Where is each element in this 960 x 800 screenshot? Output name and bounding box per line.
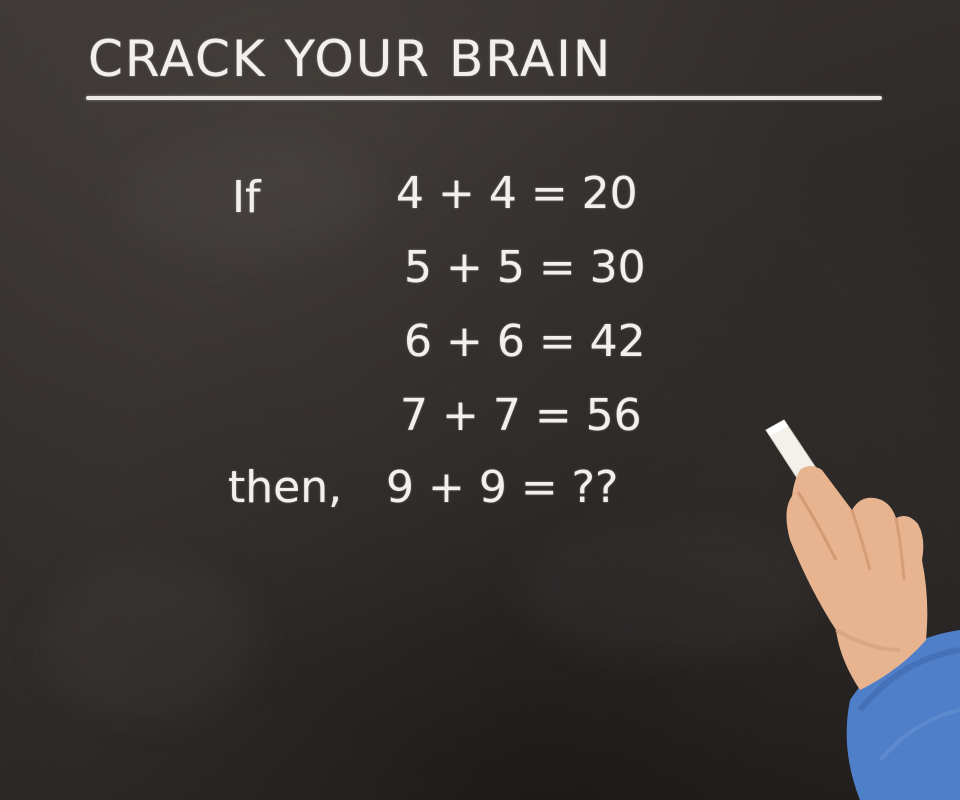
then-word: then, (228, 462, 343, 513)
equation-line: 7 + 7 = 56 (400, 390, 642, 441)
title-underline (86, 96, 882, 100)
equation-line: 4 + 4 = 20 (396, 168, 638, 219)
question-line: 9 + 9 = ?? (386, 462, 619, 513)
hand-icon (786, 466, 927, 690)
chalk-smudge (40, 560, 260, 720)
page-title: CRACK YOUR BRAIN (88, 30, 613, 88)
equation-line: 6 + 6 = 42 (404, 316, 646, 367)
if-word: If (232, 172, 261, 223)
equation-line: 5 + 5 = 30 (404, 242, 646, 293)
hand-holding-chalk (740, 400, 960, 800)
